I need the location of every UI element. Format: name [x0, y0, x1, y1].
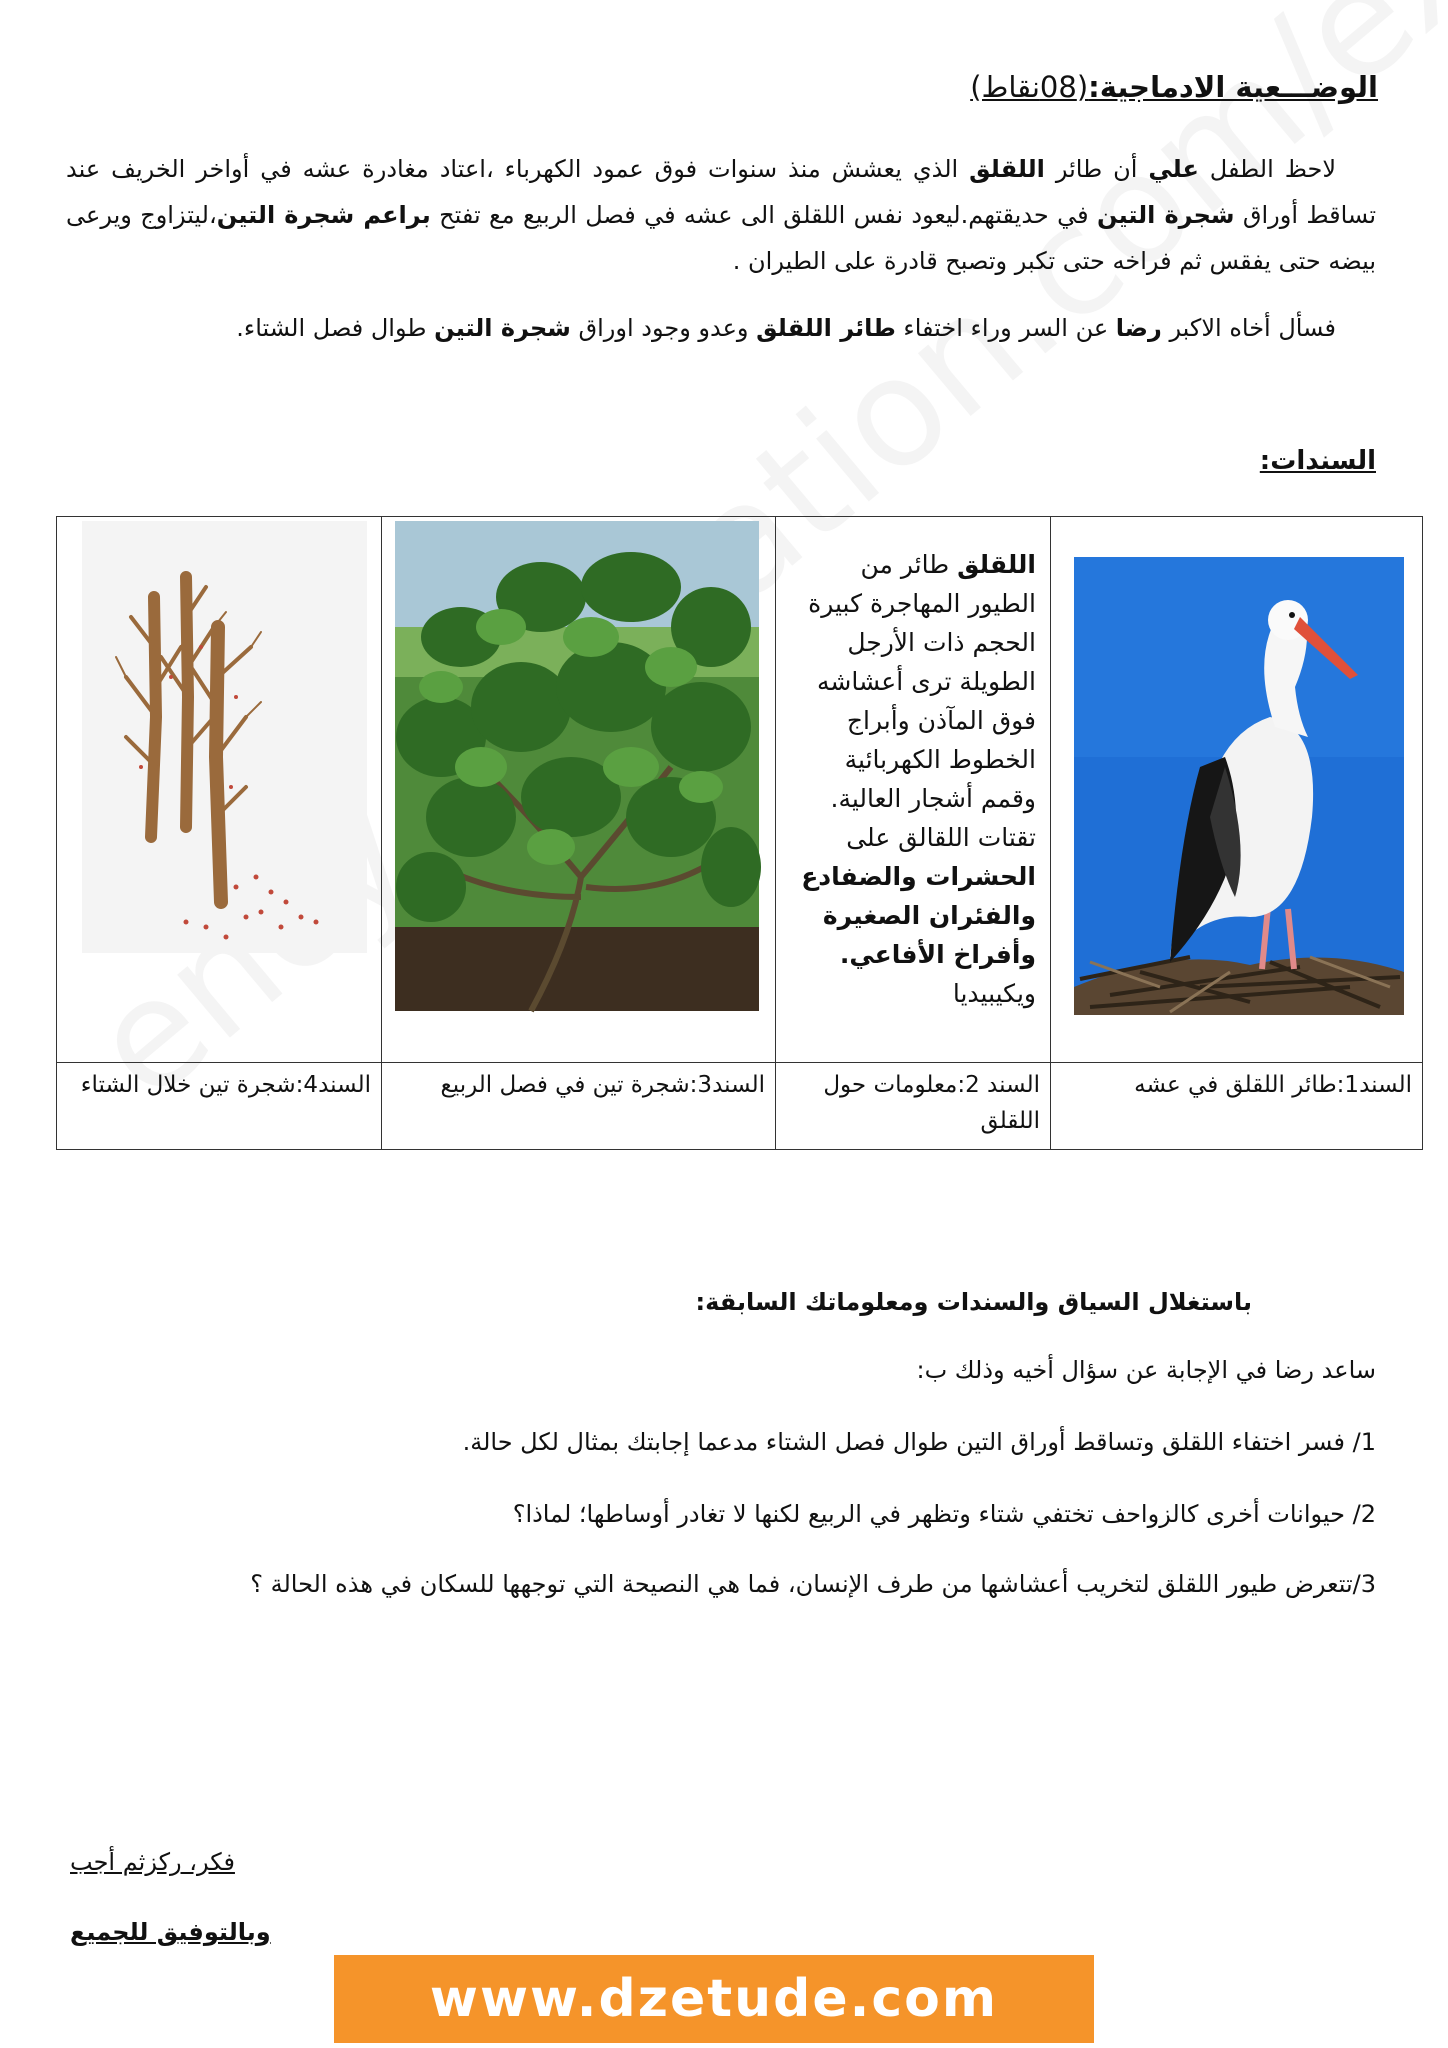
text-segment: طوال فصل الشتاء. [236, 314, 435, 342]
text-segment: الذي يعشش منذ سنوات فوق عمود الكهرباء ،اعتاد مغادرة عشه في أواخر الخريف عند تساقط أوراق [66, 155, 1376, 229]
question-3: 3/تتعرض طيور اللقلق لتخريب أعشاشها من طرف الإنسان، فما هي النصيحة التي توجهها للسكان في هذه الحالة ؟ [250, 1570, 1376, 1598]
points-label: (08نقاط) [970, 70, 1089, 104]
website-url: www.dzetude.com [429, 1969, 999, 2029]
text-segment: أن طائر [1044, 155, 1149, 183]
title-text: الوضـــعية الادماجية: [1088, 70, 1378, 104]
instruction-heading: باستغلال السياق والسندات ومعلوماتك السابقة: [695, 1288, 1252, 1316]
doc3-image-cell [382, 517, 776, 1063]
text-segment: في حديقتهم.ليعود نفس اللقلق الى عشه في فصل الربيع مع تفتح [430, 201, 1097, 229]
text-segment: ،ليتزاوج ويرعى بيضه حتى يفقس ثم فراخه حتى تكبر وتصبح قادرة على الطيران . [66, 201, 1376, 275]
doc4-image-cell [57, 517, 382, 1063]
question-1: 1/ فسر اختفاء اللقلق وتساقط أوراق التين طوال فصل الشتاء مدعما إجابتك بمثال لكل حالة. [462, 1428, 1376, 1456]
documents-table [56, 516, 1423, 1150]
footer-good-luck: وبالتوفيق للجميع [70, 1918, 271, 1946]
text-segment: الحشرات والضفادع والفئران الصغيرة وأفراخ الأفاعي. [801, 862, 1036, 969]
bare-tree-winter-image [56, 517, 381, 1062]
text-segment: اللقلق [969, 155, 1045, 183]
documents-heading: السندات: [1259, 446, 1376, 476]
website-banner[interactable] [334, 1955, 1094, 2043]
doc2-caption: السند 2:معلومات حول اللقلق [776, 1063, 1051, 1150]
doc1-image-cell [1051, 517, 1423, 1063]
doc1-caption: السند1:طائر اللقلق في عشه [1051, 1063, 1423, 1150]
text-segment: رضا [1115, 314, 1162, 342]
text-segment: لاحظ الطفل [1198, 155, 1337, 183]
text-segment: شجرة التين [1096, 201, 1235, 229]
text-segment: ويكيبيديا [952, 979, 1036, 1008]
section-title [970, 70, 1378, 104]
doc4-caption: السند4:شجرة تين خلال الشتاء [57, 1063, 382, 1150]
context-paragraph-1 [66, 146, 1376, 284]
text-segment: علي [1148, 155, 1199, 183]
stork-nest-image [1050, 517, 1422, 1062]
text-segment: اللقلق [957, 550, 1036, 579]
task-intro: ساعد رضا في الإجابة عن سؤال أخيه وذلك ب: [916, 1356, 1376, 1384]
text-segment: براعم شجرة التين [216, 201, 431, 229]
doc3-caption: السند3:شجرة تين في فصل الربيع [382, 1063, 776, 1150]
context-paragraph-2 [66, 305, 1376, 351]
text-segment: طائر اللقلق [756, 314, 896, 342]
footer-advice: فكر، ركزثم أجب [70, 1848, 235, 1876]
doc2-info-text [776, 517, 1051, 1063]
text-segment: شجرة التين [434, 314, 571, 342]
fig-tree-spring-image [381, 517, 775, 1062]
text-segment: فسأل أخاه الاكبر [1161, 314, 1336, 342]
text-segment: وعدو وجود اوراق [570, 314, 757, 342]
text-segment: عن السر وراء اختفاء [895, 314, 1116, 342]
text-segment: طائر من الطيور المهاجرة كبيرة الحجم ذات الأرجل الطويلة ترى أعشاشه فوق المآذن وأبراج الخطوط الكهربائية وقمم أشجار العالية. تقتات اللقالق على [808, 550, 1036, 852]
question-2: 2/ حيوانات أخرى كالزواحف تختفي شتاء وتظهر في الربيع لكنها لا تغادر أوساطها؛ لماذا؟ [512, 1500, 1376, 1528]
